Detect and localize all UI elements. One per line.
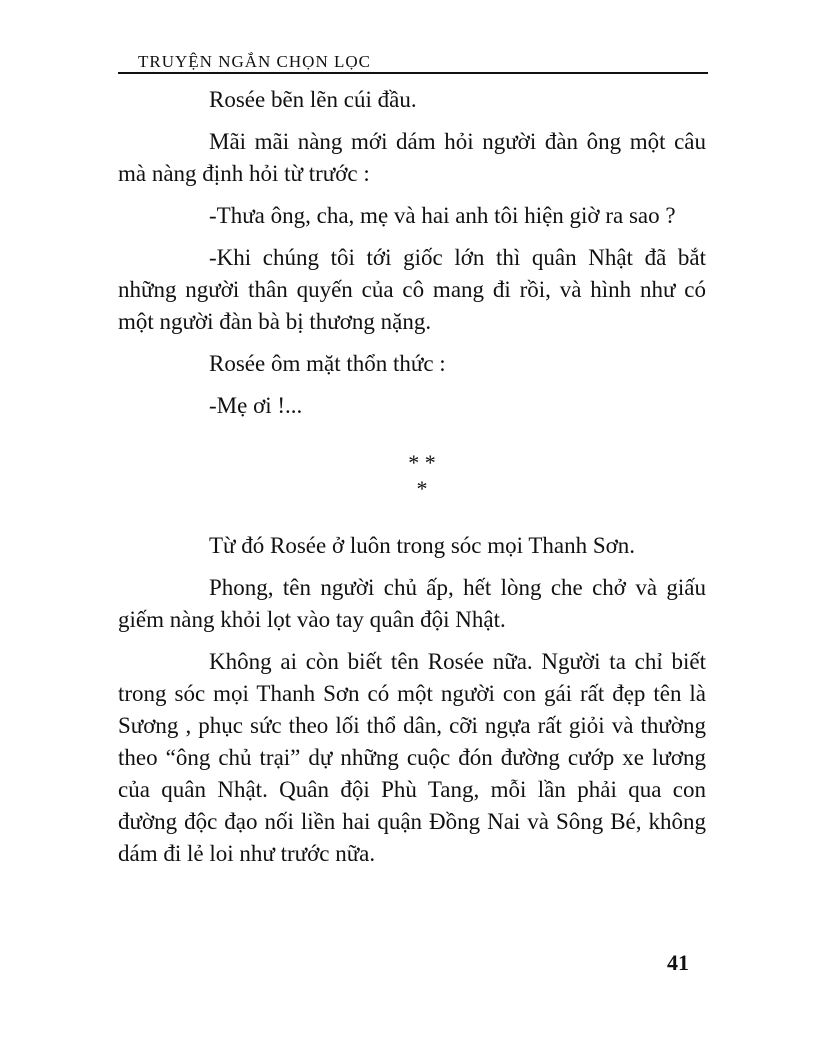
section-separator: [118, 450, 706, 502]
running-title: TRUYỆN NGẮN CHỌN LỌC: [138, 52, 371, 71]
separator-line-2: *: [416, 476, 428, 501]
page-body: [118, 84, 706, 880]
running-header: [118, 46, 708, 74]
paragraph-6: -Mẹ ơi !...: [209, 393, 303, 418]
paragraph-4: -Khi chúng tôi tới giốc lớn thì quân Nhật đã bắt những người thân quyến của cô mang đi rồi, và hình như có một người đàn bà bị thương nặng.: [118, 245, 706, 334]
paragraph-7: Từ đó Rosée ở luôn trong sóc mọi Thanh Sơn.: [209, 533, 636, 558]
paragraph-8: Phong, tên người chủ ấp, hết lòng che chở và giấu giếm nàng khỏi lọt vào tay quân đội Nhật.: [118, 575, 706, 632]
paragraph-9: Không ai còn biết tên Rosée nữa. Người ta chỉ biết trong sóc mọi Thanh Sơn có một người con gái rất đẹp tên là Sương , phục sức theo lối thổ dân, cỡi ngựa rất giỏi và thường theo “ông chủ trại” dự những cuộc đón đường cướp xe lương của quân Nhật. Quân đội Phù Tang, mỗi lần phải qua con đường độc đạo nối liền hai quận Đồng Nai và Sông Bé, không dám đi lẻ loi như trước nữa.: [118, 649, 706, 866]
separator-line-1: * *: [408, 450, 436, 475]
paragraph-1: Rosée bẽn lẽn cúi đầu.: [209, 87, 417, 112]
paragraph-3: -Thưa ông, cha, mẹ và hai anh tôi hiện giờ ra sao ?: [209, 203, 676, 228]
header-divider: [118, 72, 708, 74]
paragraph-2: Mãi mãi nàng mới dám hỏi người đàn ông một câu mà nàng định hỏi từ trước :: [118, 129, 706, 186]
paragraph-5: Rosée ôm mặt thổn thức :: [209, 351, 446, 376]
page-number: 41: [667, 950, 689, 975]
